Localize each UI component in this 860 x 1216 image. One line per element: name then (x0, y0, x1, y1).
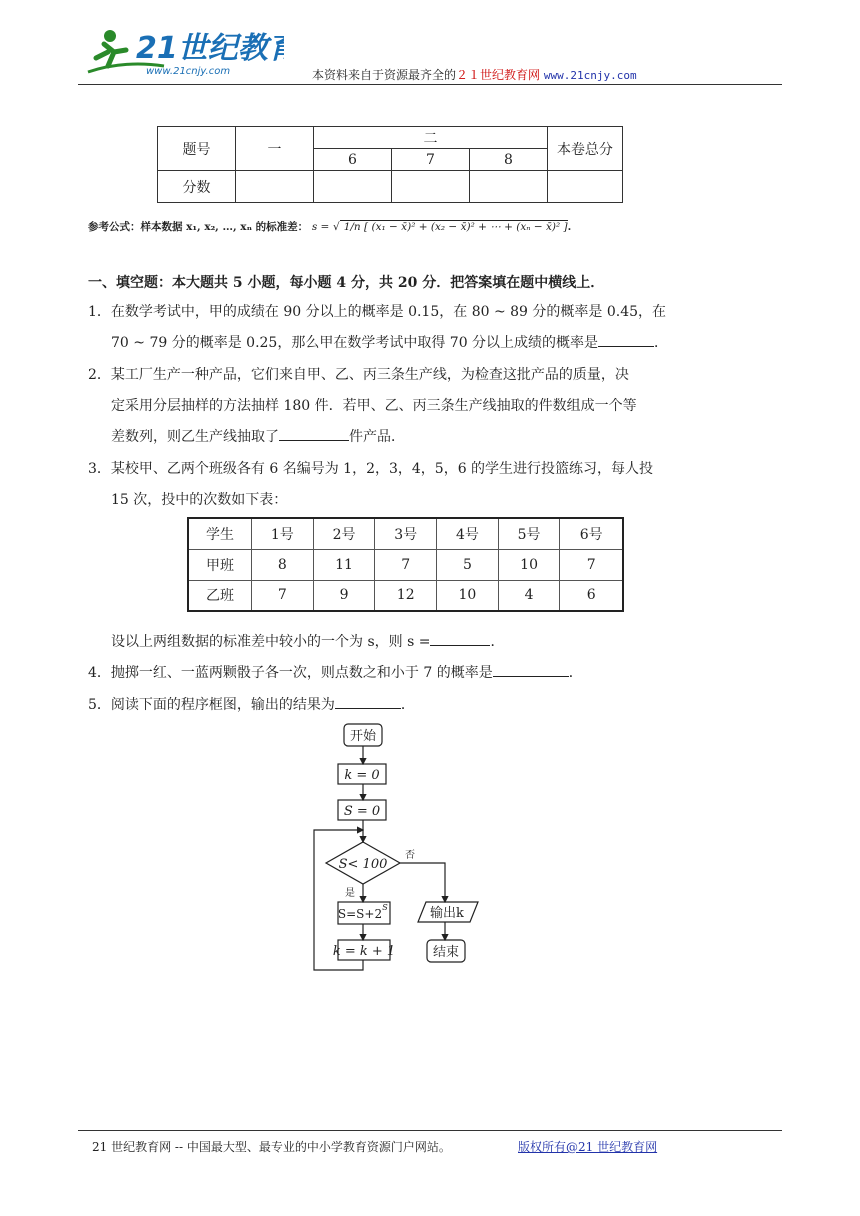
site-logo (84, 22, 284, 80)
flow-update-s-label: S=S+2 (337, 907, 383, 921)
table-header-cell: 4号 (437, 518, 499, 549)
header-divider (78, 84, 782, 85)
q3-after-wrap (111, 631, 504, 651)
table-header-cell: 学生 (188, 518, 252, 549)
q2-answer-blank[interactable] (279, 426, 349, 441)
table-cell: 9 (313, 580, 375, 611)
q3-line1: 3．某校甲、乙两个班级各有 6 名编号为 1，2，3，4，5，6 的学生进行投篮练习，每人投 (88, 461, 654, 477)
score-cell[interactable] (391, 171, 469, 203)
footer-left-text: 21 世纪教育网 -- 中国最大型、最专业的中小学教育资源门户网站。 (92, 1140, 451, 1154)
header-source-url[interactable]: www.21cnjy.com (543, 69, 637, 82)
table-row (188, 549, 623, 580)
score-cell[interactable] (314, 171, 392, 203)
q4-end: ． (568, 665, 583, 681)
flow-init-s-label: S = 0 (343, 804, 381, 819)
q5-answer-blank[interactable] (335, 694, 401, 709)
footer-copyright-link[interactable]: 版权所有@21 世纪教育网 (518, 1140, 658, 1154)
table-cell: 4 (498, 580, 560, 611)
score-part1: 一 (236, 127, 314, 171)
table-cell: 5 (437, 549, 499, 580)
formula-end: . (567, 221, 572, 233)
q5-text: 5．阅读下面的程序框图，输出的结果为 (88, 697, 335, 713)
flow-start-label: 开始 (349, 729, 377, 744)
table-header-cell: 1号 (252, 518, 314, 549)
q1-line2-wrap (111, 332, 668, 352)
q2-line3-wrap (111, 426, 405, 446)
score-sub-8: 8 (469, 149, 547, 171)
q2-line3b: 件产品． (349, 429, 405, 445)
table-cell: 乙班 (188, 580, 252, 611)
table-header-row (188, 518, 623, 549)
q1-line1: 1．在数学考试中，甲的成绩在 90 分以上的概率是 0.15，在 80 ~ 89 分的概率是 0.45，在 (88, 304, 667, 320)
header-source-prefix: 本资料来自于资源最齐全的 (312, 68, 457, 82)
q2-line2: 定采用分层抽样的方法抽样 180 件．若甲、乙、丙三条生产线抽取的件数组成一个等 (111, 398, 637, 414)
q4-text: 4．抛掷一红、一蓝两颗骰子各一次，则点数之和小于 7 的概率是 (88, 665, 493, 681)
table-cell: 10 (498, 549, 560, 580)
shooting-data-table (187, 517, 624, 612)
score-sub-7: 7 (391, 149, 469, 171)
table-header-cell: 3号 (375, 518, 437, 549)
q4-wrap (88, 662, 583, 682)
header-source-site[interactable]: ２１世纪教育网 (456, 68, 541, 82)
flow-condition-label: S< 100 (338, 857, 388, 872)
table-header-cell: 6号 (560, 518, 623, 549)
table-cell: 8 (252, 549, 314, 580)
table-cell: 7 (252, 580, 314, 611)
q3-line2: 15 次，投中的次数如下表： (111, 492, 288, 508)
logo-url: www.21cnjy.com (146, 66, 231, 77)
score-row-label: 分数 (158, 171, 236, 203)
score-cell[interactable] (547, 171, 622, 203)
table-cell: 7 (375, 549, 437, 580)
formula-prefix: 参考公式：样本数据 x₁, x₂, …, xₙ 的标准差： (88, 221, 309, 233)
table-row (188, 580, 623, 611)
table-cell: 7 (560, 549, 623, 580)
table-cell: 11 (313, 549, 375, 580)
table-cell: 10 (437, 580, 499, 611)
q1-line2: 70 ~ 79 分的概率是 0.25，那么甲在数学考试中取得 70 分以上成绩的概率是 (111, 335, 599, 351)
q5-wrap (88, 694, 415, 714)
q2-line3a: 差数列，则乙生产线抽取了 (111, 429, 279, 445)
flow-no-label: 否 (405, 850, 415, 861)
score-total: 本卷总分 (547, 127, 622, 171)
q5-end: ． (400, 697, 415, 713)
header-source-line (312, 66, 637, 83)
formula-body: 1/n [ (x₁ − x̄)² + (x₂ − x̄)² + ⋯ + (xₙ − x̄)² ] (340, 220, 568, 233)
flow-yes-label: 是 (345, 888, 355, 899)
section-title: 一、填空题：本大题共 5 小题，每小题 4 分，共 20 分．把答案填在题中横线上． (88, 275, 605, 291)
sqrt-icon: √ (333, 221, 340, 233)
score-part2: 二 (314, 127, 548, 149)
q3-answer-blank[interactable] (430, 631, 490, 646)
score-sub-6: 6 (314, 149, 392, 171)
table-cell: 6 (560, 580, 623, 611)
q1-end: ． (654, 335, 669, 351)
table-cell: 甲班 (188, 549, 252, 580)
flow-update-s-exponent: S (382, 903, 388, 912)
table-header-cell: 5号 (498, 518, 560, 549)
flow-output-label: 输出k (430, 906, 464, 921)
q3-end: ． (490, 634, 505, 650)
reference-formula (88, 219, 571, 234)
q1-answer-blank[interactable] (598, 332, 654, 347)
program-flowchart (300, 718, 500, 978)
q4-answer-blank[interactable] (493, 662, 569, 677)
footer-divider (78, 1130, 782, 1131)
score-cell[interactable] (469, 171, 547, 203)
score-table (157, 126, 623, 203)
flow-init-k-label: k = 0 (344, 768, 380, 783)
table-header-cell: 2号 (313, 518, 375, 549)
table-cell: 12 (375, 580, 437, 611)
q3-after: 设以上两组数据的标准差中较小的一个为 s，则 s = (111, 634, 431, 650)
score-cell[interactable] (236, 171, 314, 203)
formula-lhs: s = (311, 221, 330, 233)
logo-text: 21世纪教育 (136, 31, 284, 66)
flow-end-label: 结束 (432, 945, 460, 960)
flow-update-k-label: k = k + 1 (332, 944, 396, 959)
score-col-header: 题号 (158, 127, 236, 171)
q2-line1: 2．某工厂生产一种产品，它们来自甲、乙、丙三条生产线，为检查这批产品的质量，决 (88, 367, 629, 383)
